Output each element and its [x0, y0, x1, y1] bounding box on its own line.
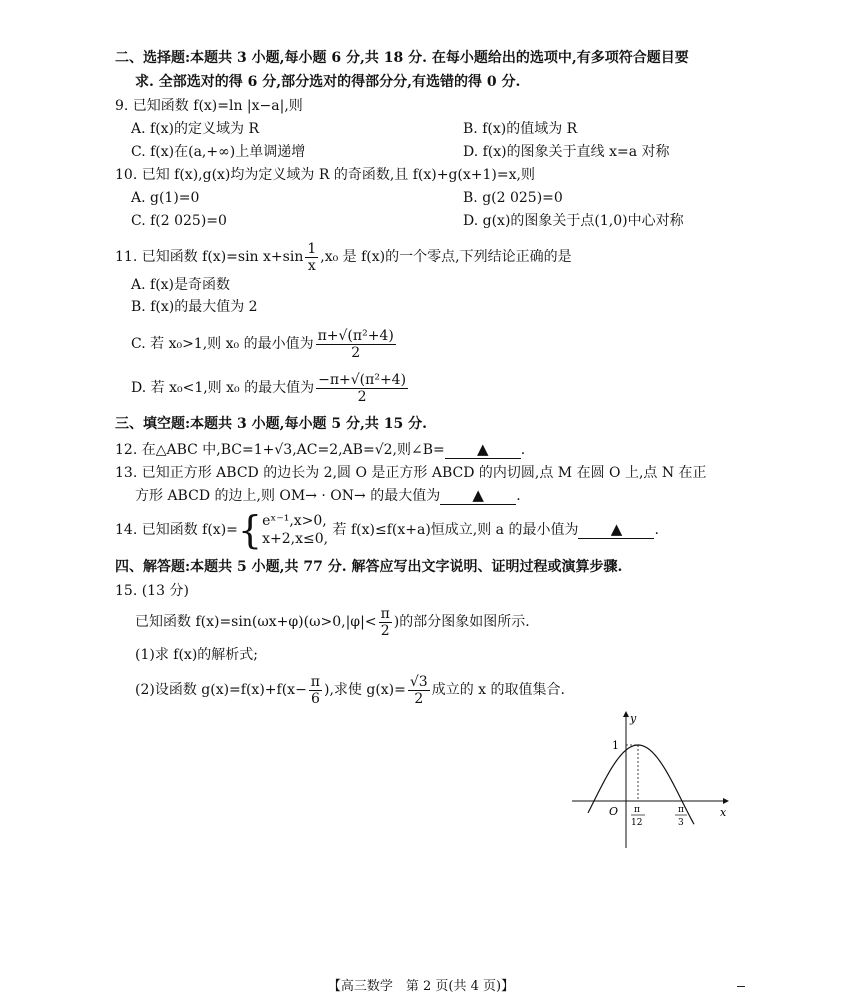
- q9-option-c: C. f(x)在(a,+∞)上单调递增: [131, 144, 306, 160]
- q14-stem-b: 若 f(x)≤f(x+a)恒成立,则 a 的最小值为: [332, 522, 579, 538]
- triangle-marker-icon: ▲: [472, 486, 484, 504]
- q11-option-d-text: D. 若 x₀<1,则 x₀ 的最大值为: [131, 380, 315, 396]
- q12-stem: 12. 在△ABC 中,BC=1+√3,AC=2,AB=√2,则∠B=: [115, 442, 445, 458]
- q11-option-c-frac: [316, 328, 396, 361]
- q14: [115, 510, 659, 550]
- q12-end: .: [520, 442, 526, 458]
- q15-part2-c: 成立的 x 的取值集合.: [431, 682, 565, 698]
- q15-intro: [135, 604, 530, 640]
- tick1-num: π: [634, 805, 640, 815]
- tick2-num: π: [678, 805, 684, 815]
- q11-d-num: −π+√(π²+4): [318, 371, 407, 388]
- q11-c-num: π+√(π²+4): [317, 327, 394, 344]
- q11-stem-a: 11. 已知函数 f(x)=sin x+sin: [115, 249, 304, 265]
- q15-part2-a: (2)设函数 g(x)=f(x)+f(x−: [135, 682, 307, 698]
- q13-answer-blank[interactable]: [440, 487, 516, 505]
- q11-c-den: 2: [351, 344, 361, 361]
- q12-answer-blank[interactable]: [445, 441, 521, 459]
- section4-title: 四、解答题:本题共 5 小题,共 77 分. 解答应写出文字说明、证明过程或演算步骤.: [115, 559, 623, 575]
- q10-option-c: C. f(2 025)=0: [131, 213, 227, 229]
- q15-intro-num: π: [380, 605, 390, 622]
- q15-head: 15. (13 分): [115, 583, 189, 599]
- q15-p2-den: 6: [310, 690, 320, 707]
- section2-title-line2: 求. 全部选对的得 6 分,部分选对的得部分分,有选错的得 0 分.: [135, 74, 521, 90]
- q15-intro-b: )的部分图象如图所示.: [393, 614, 530, 630]
- q10-option-d: D. g(x)的图象关于点(1,0)中心对称: [463, 213, 684, 229]
- q15-intro-den: 2: [380, 622, 390, 639]
- q11-option-a: A. f(x)是奇函数: [131, 277, 231, 293]
- q11-stem-b: ,x₀ 是 f(x)的一个零点,下列结论正确的是: [320, 249, 572, 265]
- q9-option-a: A. f(x)的定义域为 R: [131, 121, 260, 137]
- q15-part2-b: ),求使 g(x)=: [324, 682, 406, 698]
- q9-option-d: D. f(x)的图象关于直线 x=a 对称: [463, 144, 670, 160]
- q11-option-d: [131, 370, 410, 406]
- q11-option-d-frac: [316, 372, 408, 405]
- q15-p2-num2: √3: [409, 673, 428, 690]
- q11-stem: [115, 240, 572, 274]
- q13-line2-text: 方形 ABCD 的边上,则 OM→ · ON→ 的最大值为: [135, 488, 441, 504]
- sine-graph: [570, 708, 740, 853]
- origin-label: O: [609, 805, 619, 818]
- q14-answer-blank[interactable]: [578, 521, 654, 539]
- q11-option-b: B. f(x)的最大值为 2: [131, 299, 258, 315]
- q15-p2-num: π: [310, 673, 320, 690]
- q11-frac-num: 1: [307, 240, 317, 257]
- page-footer: 【高三数学 第 2 页(共 4 页)】: [327, 979, 515, 994]
- q14-cases: [262, 512, 328, 548]
- q11-option-c: [131, 326, 398, 362]
- footer-dash: [737, 986, 745, 987]
- q14-case1: eˣ⁻¹,x>0,: [262, 513, 327, 529]
- section3-title: 三、填空题:本题共 3 小题,每小题 5 分,共 15 分.: [115, 416, 427, 432]
- one-label: 1: [612, 739, 619, 752]
- q14-end: .: [654, 522, 659, 538]
- q15-part2-frac1: [309, 674, 322, 707]
- q11-d-den: 2: [357, 388, 367, 405]
- q10-option-b: B. g(2 025)=0: [463, 190, 563, 206]
- q15-p2-den2: 2: [414, 690, 424, 707]
- q9-stem: 9. 已知函数 f(x)=ln |x−a|,则: [115, 98, 303, 114]
- y-axis-label: y: [630, 712, 637, 725]
- q15-intro-a: 已知函数 f(x)=sin(ωx+φ)(ω>0,|φ|<: [135, 614, 377, 630]
- q14-case2: x+2,x≤0,: [262, 531, 329, 547]
- q9-option-b: B. f(x)的值域为 R: [463, 121, 578, 137]
- q14-stem-a: 14. 已知函数 f(x)=: [115, 522, 238, 538]
- x-axis-label: x: [720, 806, 727, 819]
- q10-stem: 10. 已知 f(x),g(x)均为定义域为 R 的奇函数,且 f(x)+g(x+1)=x,则: [115, 167, 535, 183]
- q15-part2-frac2: [408, 674, 430, 707]
- q12: [115, 440, 525, 460]
- tick1-den: 12: [631, 818, 643, 828]
- section2-title-line1: 二、选择题:本题共 3 小题,每小题 6 分,共 18 分. 在每小题给出的选项中,有多项符合题目要: [115, 50, 689, 66]
- q15-intro-frac: [379, 606, 392, 639]
- q13-line2: [135, 486, 521, 506]
- q15-part1: (1)求 f(x)的解析式;: [135, 647, 258, 663]
- q11-option-c-text: C. 若 x₀>1,则 x₀ 的最小值为: [131, 336, 314, 352]
- left-brace-icon: {: [237, 508, 263, 552]
- q13-end: .: [516, 488, 521, 504]
- tick2-den: 3: [678, 818, 684, 828]
- q11-frac-den: x: [307, 257, 316, 274]
- q10-option-a: A. g(1)=0: [131, 190, 200, 206]
- q15-part2: [135, 672, 565, 708]
- q11-fraction: [305, 241, 318, 274]
- triangle-marker-icon: ▲: [476, 440, 489, 458]
- q13-line1: 13. 已知正方形 ABCD 的边长为 2,圆 O 是正方形 ABCD 的内切圆,点 M 在圆 O 上,点 N 在正: [115, 465, 707, 481]
- triangle-marker-icon: ▲: [610, 520, 623, 538]
